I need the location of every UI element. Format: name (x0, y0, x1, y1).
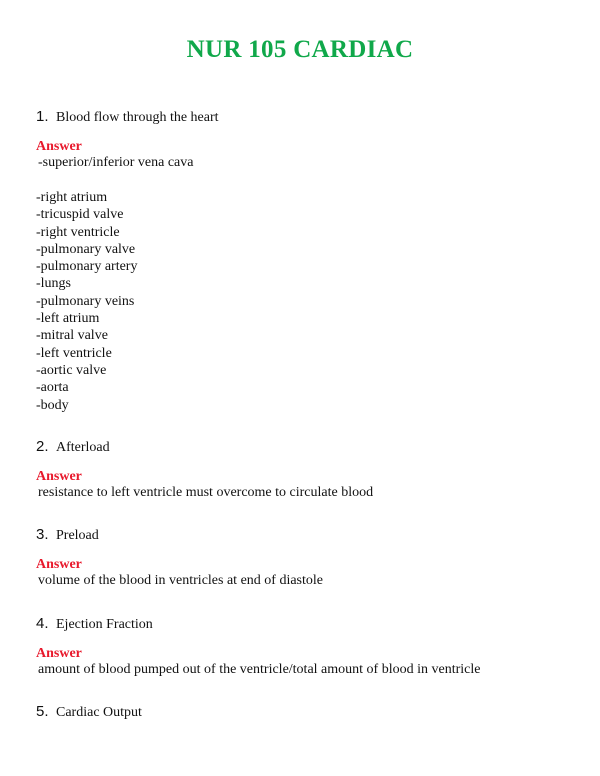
question-text: Preload (56, 528, 99, 543)
question-number: 3. (36, 526, 49, 543)
question-text: Ejection Fraction (56, 617, 153, 632)
list-item: -right atrium (36, 190, 108, 205)
list-item: -tricuspid valve (36, 207, 124, 223)
list-item: -right ventricle (36, 224, 120, 240)
list-item: -pulmonary valve (36, 241, 136, 257)
list-item: -mitral valve (36, 328, 108, 344)
question-text: Afterload (56, 440, 110, 455)
question-number: 2. (36, 438, 49, 455)
question-3 (36, 526, 99, 544)
answer-label: Answer (36, 469, 82, 484)
list-item: -pulmonary artery (36, 259, 138, 275)
question-number: 5. (36, 703, 49, 720)
answer-label: Answer (36, 139, 82, 154)
question-number: 1. (36, 108, 49, 125)
question-2 (36, 438, 110, 456)
list-item: -aorta (36, 380, 69, 396)
question-text: Cardiac Output (56, 705, 142, 720)
question-number: 4. (36, 615, 49, 632)
page-title: NUR 105 CARDIAC (186, 36, 414, 63)
list-item: -lungs (36, 276, 71, 292)
list-item: -body (36, 397, 69, 413)
answer-text: amount of blood pumped out of the ventricle/total amount of blood in ventricle (38, 662, 481, 677)
question-5 (36, 703, 142, 721)
answer-text: volume of the blood in ventricles at end of diastole (38, 573, 323, 588)
question-4 (36, 615, 153, 633)
question-text: Blood flow through the heart (56, 110, 219, 125)
list-item: -aortic valve (36, 362, 107, 378)
answer-text: resistance to left ventricle must overcome to circulate blood (38, 485, 374, 500)
answer-label: Answer (36, 557, 82, 572)
list-item: -left ventricle (36, 345, 112, 361)
answer-text: -superior/inferior vena cava (38, 155, 194, 170)
answer-label: Answer (36, 646, 82, 661)
list-item: -pulmonary veins (36, 293, 135, 309)
blood-flow-list (36, 189, 137, 414)
question-1 (36, 108, 219, 126)
list-item: -left atrium (36, 311, 100, 327)
